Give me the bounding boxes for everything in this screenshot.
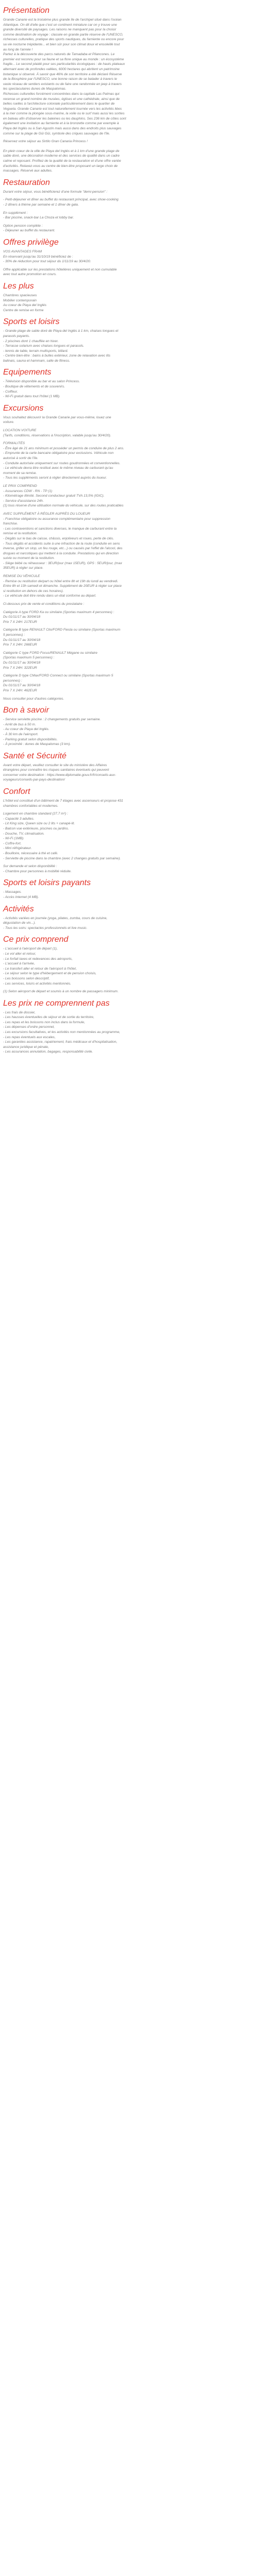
text-line: - Les boissons selon descriptif, bbox=[3, 976, 50, 980]
paragraph bbox=[3, 717, 255, 747]
text-line: comme destination de voyage : classée en grande partie réserve de l'UNESCO, bbox=[3, 32, 123, 37]
text-line: de la Biosphère par l'UNESCO, une bonne raison de se balader à travers le bbox=[3, 77, 117, 81]
paragraph bbox=[3, 799, 255, 874]
text-line: - Douche, TV, climatisation. bbox=[3, 832, 45, 836]
section-les-plus bbox=[3, 282, 255, 313]
text-line: - Conduite autorisée uniquement sur routes goudronnées et conventionnelles. bbox=[3, 461, 121, 465]
text-line: - Les excursions facultatives, et les activités non mentionnées au programme, bbox=[3, 1030, 120, 1035]
text-line: - Les hausses éventuelles de séjour et de sortie du territoire, bbox=[3, 1015, 94, 1020]
text-line: - Les repas éventuels aux escales, bbox=[3, 1035, 56, 1039]
text-line: - À 30 km de l'aéroport. bbox=[3, 732, 39, 736]
text-line: comme sur la plage de Güi Güi, symbole des criques sauvages de l'île. bbox=[3, 131, 110, 135]
text-line: - Terrasse solarium avec chaises longues et parasols. bbox=[3, 344, 84, 348]
text-line: sable doré, une décoration moderne et des services de qualité dans un cadre bbox=[3, 154, 120, 158]
text-line: (1) Selon aéroport de départ et soumis à un nombre de passagers minimum. bbox=[3, 990, 119, 994]
section-heading: Activités bbox=[3, 904, 34, 913]
text-line: Réservez votre séjour au Sirtilo Gran Canaria Princess ! bbox=[3, 140, 88, 144]
text-line: - Au coeur de Playa del Inglés. bbox=[3, 727, 50, 732]
paragraph bbox=[3, 18, 255, 144]
text-line: - Les repas et les boissons non inclus dans la formule, bbox=[3, 1020, 85, 1024]
text-line: 35EUR) à régler sur place. bbox=[3, 566, 44, 570]
text-line: personnes) : bbox=[3, 679, 22, 683]
text-line: Centre de remise en forme bbox=[3, 308, 44, 312]
text-line: massages. Réservé aux adultes. bbox=[3, 169, 53, 173]
text-line: L'hôtel est constitué d'un bâtiment de 7 étages avec ascenseurs et propose 431 bbox=[3, 799, 123, 803]
text-line: Prix 7 X 24H: 322EUR bbox=[3, 666, 37, 670]
text-line: Offre applicable sur les prestations hôtelières uniquement et non cumulable bbox=[3, 267, 117, 272]
text-line: LOCATION VOITURE bbox=[3, 429, 37, 433]
text-line: REMISE DU VÉHICULE bbox=[3, 574, 40, 579]
text-line: Chambres spacieuses bbox=[3, 293, 37, 297]
text-line: Logement en chambre standard (27.7 m²) : bbox=[3, 812, 68, 816]
text-line: grande diversité de paysages. Les raisons ne manquent pas pour la choisir bbox=[3, 28, 117, 32]
text-line: - Kilométrage illimité. Second conducteur gratuit TVA 13,5% (IGIC). bbox=[3, 494, 105, 498]
text-line: (Sportas maximum 5 personnes) : bbox=[3, 656, 55, 660]
text-line: sa vie nocturne trépidante... et bien sûr pour son climat doux et ensoleillé tout bbox=[3, 42, 120, 46]
section-heading: Les prix ne comprennent pas bbox=[3, 998, 110, 1008]
text-line: voiture. bbox=[3, 420, 14, 425]
text-line: - 2 dîners à thème par semaine et 1 dîner de gala. bbox=[3, 203, 79, 207]
text-line: au long de l'année ! bbox=[3, 47, 33, 52]
text-line: inverse, griller un stop, un feu rouge, etc...) ou causés par l'effet de l'alcool, des bbox=[3, 547, 123, 551]
text-line: 5 personnes) : bbox=[3, 633, 25, 637]
section-heading: Restauration bbox=[3, 178, 50, 187]
section-les-prix-ne-comprennent-pas bbox=[3, 999, 255, 1055]
text-line: Du 01/11/17 au 30/04/18 bbox=[3, 638, 41, 642]
text-line: concerner votre destination : https://www.diplomatie.gouv.fr/fr/conseils-aux- bbox=[3, 773, 116, 777]
text-line: Richesses culturelles forcément concentrées dans la capitale Las Palmas qui bbox=[3, 92, 120, 96]
paragraph bbox=[3, 1010, 255, 1055]
text-line: Du 01/11/17 au 30/04/18 bbox=[3, 615, 41, 619]
text-line: - Service serviette piscine : 2 changements gratuits par semaine. bbox=[3, 718, 101, 722]
text-line: Vous souhaitez découvrir la Grande Canarie par vous-même, louez une bbox=[3, 415, 111, 419]
text-line: - Le séjour selon le type d'hébergement et de pension choisis, bbox=[3, 972, 96, 976]
text-line: Entre 8h et 13h samedi et dimanche. Supplément de 20EUR à régler sur place bbox=[3, 584, 122, 588]
text-line: - Télévision disponible au bar et au salon Princess. bbox=[3, 380, 80, 384]
text-line: en bateau afin d'observer les baleines ou les dauphins. Ses 236 km de côtes sont bbox=[3, 116, 126, 121]
text-line: les spectaculaires dunes de Maspalomas. bbox=[3, 87, 67, 91]
text-line: Partez à la découverte des parcs naturels de Tamadaba et Pilancones. Le bbox=[3, 53, 115, 57]
text-line: - Mini réfrigérateur. bbox=[3, 846, 32, 851]
section-presentation bbox=[3, 6, 255, 174]
text-line: suivie ou moment de la restitution. bbox=[3, 556, 55, 561]
text-line: avec tout autre promotion en cours. bbox=[3, 273, 57, 277]
text-line: - Être âgé de 21 ans minimum et posséder un permis de conduire de plus 2 ans. bbox=[3, 446, 124, 450]
text-line: Prix 7 X 24H: 462EUR bbox=[3, 688, 37, 692]
paragraph bbox=[3, 946, 255, 994]
text-line: Ci-dessous prix de vente et conditions du prestataire : bbox=[3, 602, 85, 606]
text-line: - Coiffeur. bbox=[3, 389, 18, 394]
text-line: VOS AVANTAGES FRAM bbox=[3, 249, 42, 253]
text-line: autorisé à sortir de l'île. bbox=[3, 456, 38, 460]
section-heading: Confort bbox=[3, 787, 30, 796]
text-line: Durant votre séjour, vous bénéficierez d'une formule "demi-pension" : bbox=[3, 190, 108, 194]
text-line: d'activités. Relaxez-vous au centre de bien-être proposant un large choix de bbox=[3, 164, 118, 168]
text-line: Playa del Inglés ou à San Agustin mais aussi dans des endroits plus sauvages bbox=[3, 127, 122, 131]
text-line: - Lit King size, Queen size ou 2 lits + canapé-lit. bbox=[3, 822, 75, 826]
section-bon-a-savoir bbox=[3, 706, 255, 747]
text-line: richesses culturelles, pratique des sports nautiques, du farniente ou encore pour bbox=[3, 38, 124, 42]
section-heading: Equipements bbox=[3, 368, 52, 377]
text-line: chambres confortables et modernes. bbox=[3, 804, 59, 808]
text-line: - Siège bébé ou réhausseur : 3EUR/jour (max 15EUR), GPS : 5EUR/jour, (max bbox=[3, 561, 122, 565]
text-line: étrangères pour connaître les risques sanitaires éventuels qui peuvent bbox=[3, 768, 109, 772]
section-heading: Les plus bbox=[3, 281, 34, 291]
text-line: Avant votre départ, veuillez consulter le site du ministère des Affaires bbox=[3, 763, 107, 767]
section-sports-et-loisirs-payants bbox=[3, 878, 255, 900]
text-line: - Petit-déjeuner et dîner au buffet du restaurant principal, avec show-cooking bbox=[3, 198, 119, 202]
text-line: - Emprunte de la carte bancaire obligatoire pour exclusions. Véhicule non bbox=[3, 451, 114, 455]
text-line: Option pension complète : bbox=[3, 224, 43, 228]
section-heading: Ce prix comprend bbox=[3, 935, 69, 944]
text-line: calme et reposant. Profitez de la qualité de la restauration et d'une offre variée bbox=[3, 159, 121, 163]
text-line: assistance juridique et pénale, bbox=[3, 1045, 49, 1049]
text-line: Du 01/11/17 au 30/04/18 bbox=[3, 660, 41, 665]
text-line: voyageurs/conseils-par-pays-destination/ bbox=[3, 778, 65, 782]
text-line: - Le forfait taxes et redevances des aéroports, bbox=[3, 957, 73, 961]
section-ce-prix-comprend bbox=[3, 935, 255, 994]
section-heading: Sports et loisirs payants bbox=[3, 878, 91, 888]
paragraph bbox=[3, 249, 255, 277]
text-line: En supplément : bbox=[3, 211, 28, 215]
paragraph bbox=[3, 190, 255, 233]
text-line: - Activités variées en journée (yoga, pilates, zumba, cours de cuisine, bbox=[3, 916, 108, 920]
paragraph bbox=[3, 415, 255, 701]
text-line: vaste réseau de sentiers existants ou de faire une randonnée en jeep à travers bbox=[3, 82, 122, 86]
text-line: - Le véhicule doit être rendu dans un état conforme au départ. bbox=[3, 594, 96, 598]
text-line: - Tous dégâts et accidents suite à une infraction de la route (conduite en sens bbox=[3, 541, 120, 546]
paragraph bbox=[3, 916, 255, 931]
section-excursions bbox=[3, 404, 255, 701]
section-confort bbox=[3, 787, 255, 874]
text-line: - Service d'assistance 24h. bbox=[3, 499, 44, 503]
text-line: premier est reconnu pour sa faune et sa flore unique au monde : un écosystème bbox=[3, 57, 124, 61]
text-line: Prix 7 X 24H: 217EUR bbox=[3, 620, 37, 624]
section-equipements bbox=[3, 368, 255, 399]
paragraph bbox=[3, 763, 255, 783]
section-offres-privilege bbox=[3, 238, 255, 277]
text-line: fragile... Le second plaidé pour ses particularités écologiques : de hauts plateaux bbox=[3, 62, 125, 66]
text-line: - Balcon vue extérieure, piscines ou jardins. bbox=[3, 827, 69, 831]
text-line: Grande Canarie est la troisième plus grande île de l'archipel situé dans l'océan bbox=[3, 18, 122, 22]
text-line: balinais, sauna et hammam, salle de fitness. bbox=[3, 359, 70, 363]
text-line: - Coffre-fort. bbox=[3, 841, 22, 845]
text-line: Du 01/11/17 au 30/04/18 bbox=[3, 684, 41, 688]
text-line: - Les dépenses d'ordre personnel, bbox=[3, 1025, 55, 1029]
text-line: AVEC SUPPLÉMENT À RÉGLER AUPRÈS DU LOUEUR bbox=[3, 512, 90, 516]
text-line: - Les contraventions et sanctions diverses, le manque de carburant entre la bbox=[3, 527, 117, 531]
text-line: - L'accueil à l'arrivée, bbox=[3, 962, 35, 966]
text-line: - Serviette de piscine dans la chambre (avec 2 changes gratuits par semaine). bbox=[3, 856, 121, 860]
text-line: - Parking gratuit selon disponibilités. bbox=[3, 737, 58, 741]
text-line: botanique si observé. À savoir que 46% de son territoire a été déclaré Réserve bbox=[3, 72, 122, 76]
text-line: recense un grand nombre de musées, églises et une cathédrale, ainsi que de bbox=[3, 97, 120, 101]
paragraph bbox=[3, 149, 255, 174]
text-line: - Grande plage de sable doré de Playa del Inglés à 1 km, chaises longues et bbox=[3, 329, 119, 333]
text-line: Vegueta. Grande Canarie est tout naturellement tournée vers les activités liées bbox=[3, 107, 122, 111]
text-line: - Wi-Fi gratuit dans tout l'hôtel (1 MB). bbox=[3, 395, 60, 399]
section-heading: Excursions bbox=[3, 403, 44, 413]
text-line: - Franchise obligatoire ou assurance complémentaire pour suppression bbox=[3, 517, 110, 521]
text-line: Nous consulter pour d'autres catégories. bbox=[3, 697, 64, 701]
paragraph bbox=[3, 293, 255, 313]
text-line: Catégorie B type RENAULT Clio/FORD Fiesta ou similaire (Sportas maximum bbox=[3, 628, 121, 632]
document bbox=[0, 0, 258, 1070]
text-line: Catégorie C type FORD Focus/RENAULT Mégane ou similaire bbox=[3, 651, 98, 655]
text-line: - À proximité : dunes de Maspalomas (3 km). bbox=[3, 742, 71, 747]
section-activites bbox=[3, 905, 255, 931]
text-line: En plein coeur de la ville de Playa del Inglés et à 1 km d'une grande plage de bbox=[3, 149, 120, 153]
text-line: Sur demande et selon disponibilité : bbox=[3, 865, 57, 869]
text-line: - 30% de réduction pour tout séjour du 1/11/19 au 30/4/20. bbox=[3, 260, 91, 264]
text-line: - Massages. bbox=[3, 890, 22, 894]
text-line: - Les frais de dossier, bbox=[3, 1010, 36, 1014]
text-line: dégustation de vin...). bbox=[3, 921, 36, 925]
text-line: - Boutique de vêtements et de souvenirs. bbox=[3, 385, 65, 389]
text-line: remise et la restitution. bbox=[3, 532, 38, 536]
text-line: - Arrêt de bus à 50 m. bbox=[3, 722, 36, 726]
text-line: - Dégâts sur le bas de caisse, châssis, enjoliveurs et roues, perte de clés. bbox=[3, 536, 114, 540]
section-heading: Santé et Sécurité bbox=[3, 751, 67, 760]
text-line: - Chambre pour personnes à mobilité réduite. bbox=[3, 869, 72, 873]
text-line: Catégorie D type CMax/FORD Connect ou similaire (Sportas maximum 5 bbox=[3, 674, 114, 678]
text-line: - Centre bien-être : bains à bulles extérieur, zone de relaxation avec lits bbox=[3, 354, 110, 358]
text-line: Catégorie A type FORD Ka ou similaire (Sportas maximum 4 personnes) : bbox=[3, 610, 115, 614]
text-line: Mobilier contemporain bbox=[3, 298, 37, 302]
text-line: - Remise ou restitution de/part ou hôtel entre 8h et 19h du lundi au vendredi. bbox=[3, 579, 118, 583]
text-line: - Capacité 3 adultes. bbox=[3, 817, 35, 821]
section-heading: Sports et loisirs bbox=[3, 317, 60, 327]
text-line: - Les services, loisirs et activités mentionnés. bbox=[3, 981, 71, 986]
text-line: - L'accueil à l'aéroport de départ (1), bbox=[3, 947, 58, 951]
text-line: - 2 piscines dont 1 chauffée en hiver. bbox=[3, 339, 59, 343]
section-heading: Présentation bbox=[3, 6, 50, 15]
text-line: (Tarifs, conditions, réservations à l'inscription, valable jusqu'au 30/4/20). bbox=[3, 433, 111, 437]
text-line: moment de sa remise. bbox=[3, 471, 37, 475]
text-line: Au coeur de Playa del Inglés bbox=[3, 303, 46, 308]
text-line: franchise. bbox=[3, 522, 18, 526]
text-line: FORMALITÉS bbox=[3, 442, 25, 446]
text-line: - Les assurances annulation, bagages, responsabilité civile. bbox=[3, 1050, 93, 1054]
paragraph bbox=[3, 890, 255, 900]
text-line: également une invitation au farniente et à la bronzette comme par exemple à bbox=[3, 122, 119, 126]
paragraph bbox=[3, 379, 255, 399]
paragraph bbox=[3, 329, 255, 363]
text-line: Atlantique. On dit d'elle que c'est un continent miniature car on y trouve une bbox=[3, 23, 117, 27]
text-line: parasols payants. bbox=[3, 334, 30, 338]
text-line: (1) tous réserve d'une utilisation normale du véhicule, sur des routes praticables bbox=[3, 504, 124, 508]
section-sante-et-securite bbox=[3, 752, 255, 783]
section-restauration bbox=[3, 178, 255, 233]
text-line: - Assurances CDW - RN - TP (1) bbox=[3, 489, 53, 493]
text-line: - Le vol aller et retour, bbox=[3, 952, 36, 956]
text-line: - Le transfert aller et retour de l'aéroport à l'hôtel, bbox=[3, 967, 77, 971]
text-line: - Le véhicule devra être restitué avec le même niveau de carburant qu'au bbox=[3, 466, 114, 470]
text-line: LE PRIX COMPREND bbox=[3, 484, 37, 488]
text-line: En réservant jusqu'au 31/10/19 bénéficiez de : bbox=[3, 255, 73, 259]
text-line: drogues et narcotiques qui mettent à la conduite. Prestations qui en direction bbox=[3, 551, 119, 555]
text-line: - Bouilloire, nécessaire à thé et café. bbox=[3, 852, 58, 855]
text-line: - Tous les soirs: spectacles professionnels et live music. bbox=[3, 926, 88, 930]
text-line: alternant avec de profondes vallées, 6000 hectares qui abritent un patrimoine bbox=[3, 67, 120, 71]
text-line: - Wi-Fi (1MB). bbox=[3, 837, 24, 841]
section-sports-et-loisirs bbox=[3, 317, 255, 363]
text-line: - Tous les suppléments seront à régler directement auprès du loueur. bbox=[3, 476, 107, 480]
section-heading: Bon à savoir bbox=[3, 706, 49, 715]
text-line: - Bar piscine, snack-bar La Choza et lobby bar. bbox=[3, 216, 74, 220]
section-heading: Offres privilège bbox=[3, 238, 59, 247]
text-line: Prix 7 X 24H: 266EUR bbox=[3, 643, 37, 647]
text-line: - tennis de table, terrain multisports, billard. bbox=[3, 349, 69, 353]
text-line: si restitution en dehors de ces horaires). bbox=[3, 589, 64, 593]
text-line: belles ruelles à l'architecture coloniale particulièrement dans le quartier de bbox=[3, 102, 115, 106]
text-line: à la mer comme la plongée sous-marine, la voile ou le surf mais aussi les sorties bbox=[3, 112, 125, 116]
text-line: - Les garanties assistance, rapatriement, frais médicaux et d'hospitalisation, bbox=[3, 1040, 118, 1044]
text-line: - Déjeuner au buffet du restaurant. bbox=[3, 229, 55, 233]
text-line: - Accès Internet (4 MB). bbox=[3, 895, 39, 899]
